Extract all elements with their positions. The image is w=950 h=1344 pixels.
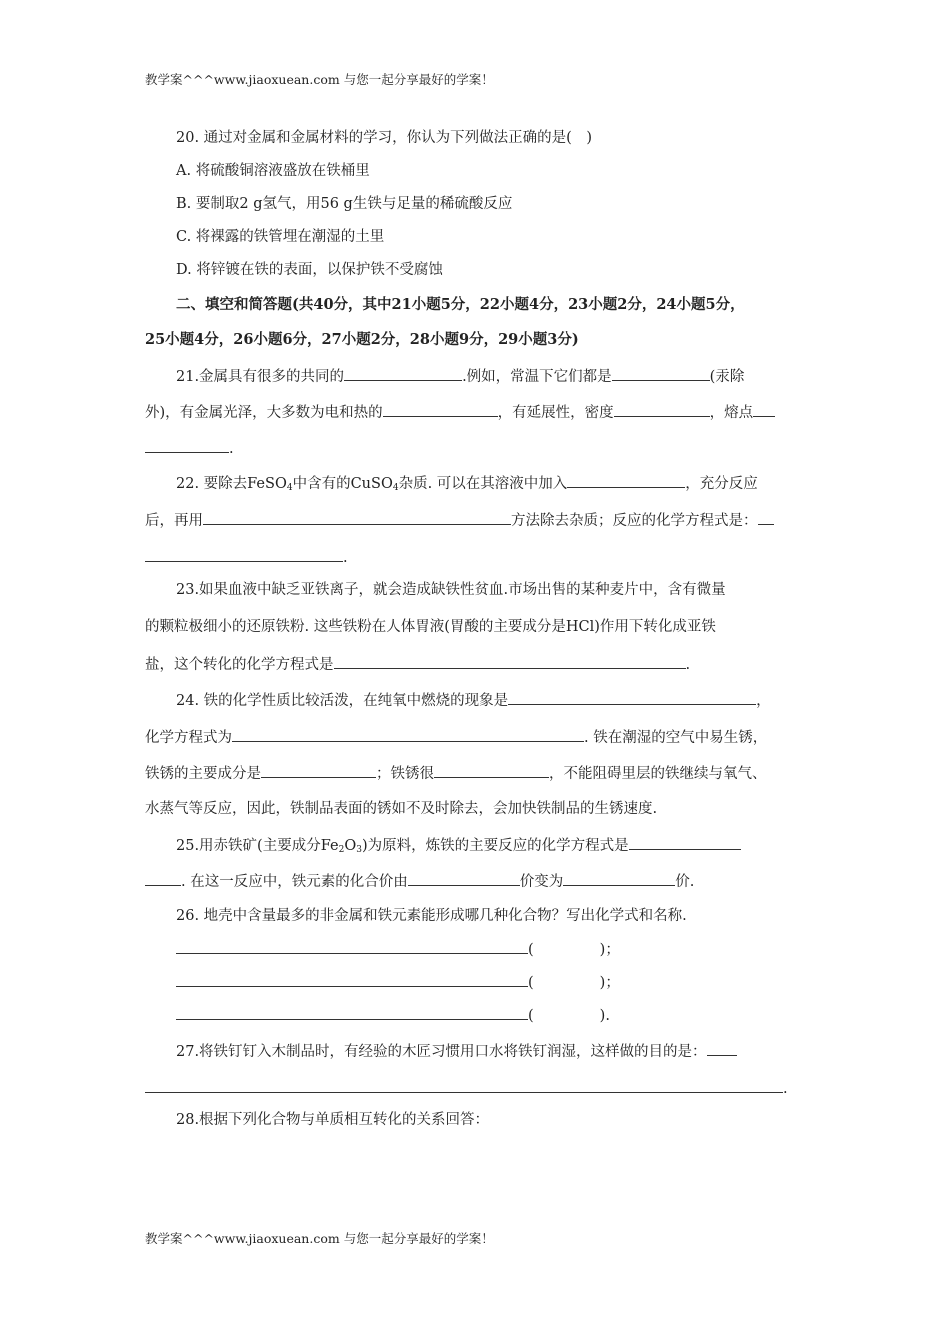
- question-24-line2: 化学方程式为 . 铁在潮湿的空气中易生锈，: [145, 727, 767, 748]
- answer-blank[interactable]: [508, 690, 756, 705]
- answer-blank[interactable]: [176, 939, 528, 954]
- question-25-line2: . 在这一反应中，铁元素的化合价由 价变为 价.: [145, 871, 694, 892]
- question-23-line1: 23.如果血液中缺乏亚铁离子，就会造成缺铁性贫血.市场出售的某种麦片中，含有微量: [176, 582, 726, 598]
- answer-blank[interactable]: [614, 402, 710, 417]
- question-28-stem: 28.根据下列化合物与单质相互转化的关系回答：: [176, 1112, 490, 1128]
- answer-blank[interactable]: [145, 438, 229, 453]
- answer-blank[interactable]: [145, 871, 181, 886]
- answer-blank[interactable]: [707, 1041, 737, 1056]
- question-26-answer-row: ( )；: [176, 972, 620, 993]
- answer-blank[interactable]: [567, 473, 685, 488]
- answer-blank[interactable]: [563, 871, 675, 886]
- question-24-line1: 24. 铁的化学性质比较活泼，在纯氧中燃烧的现象是 ，: [176, 690, 771, 711]
- question-20-option-d: D. 将锌镀在铁的表面，以保护铁不受腐蚀: [176, 262, 443, 278]
- question-20-stem: 20. 通过对金属和金属材料的学习，你认为下列做法正确的是( ): [176, 130, 592, 146]
- answer-blank[interactable]: [434, 763, 549, 778]
- section-2-heading-line2: 25小题4分，26小题6分，27小题2分，28小题9分，29小题3分): [145, 331, 579, 348]
- question-21-line3: .: [145, 438, 234, 459]
- question-26-answer-row: ( )；: [176, 939, 620, 960]
- question-26-stem: 26. 地壳中含量最多的非金属和铁元素能形成哪几种化合物？写出化学式和名称.: [176, 908, 687, 924]
- answer-blank[interactable]: [758, 510, 774, 525]
- question-21-line1: 21.金属具有很多的共同的 .例如，常温下它们都是 (汞除: [176, 366, 744, 387]
- question-24-line3: 铁锈的主要成分是 ；铁锈很 ，不能阻碍里层的铁继续与氧气、: [145, 763, 767, 784]
- answer-blank[interactable]: [176, 1005, 528, 1020]
- answer-blank[interactable]: [232, 727, 584, 742]
- question-20-option-c: C. 将裸露的铁管埋在潮湿的土里: [176, 229, 385, 245]
- question-24-line4: 水蒸气等反应，因此，铁制品表面的锈如不及时除去，会加快铁制品的生锈速度.: [145, 801, 658, 817]
- answer-blank[interactable]: [408, 871, 520, 886]
- answer-blank[interactable]: [145, 547, 343, 562]
- question-23-line2: 的颗粒极细小的还原铁粉. 这些铁粉在人体胃液(胃酸的主要成分是HCl)作用下转化成亚铁: [145, 619, 716, 635]
- question-23-line3: 盐，这个转化的化学方程式是 .: [145, 654, 690, 675]
- question-26-answer-row: ( ).: [176, 1005, 610, 1026]
- answer-blank[interactable]: [612, 366, 710, 381]
- question-22-line3: .: [145, 547, 348, 568]
- question-25-line1: 25.用赤铁矿(主要成分$Fe_2O_3$)为原料，炼铁的主要反应的化学方程式是: [176, 835, 741, 860]
- answer-blank[interactable]: [753, 402, 775, 417]
- answer-blank[interactable]: [261, 763, 376, 778]
- answer-blank[interactable]: [383, 402, 498, 417]
- answer-blank[interactable]: [334, 654, 686, 669]
- answer-blank[interactable]: [344, 366, 462, 381]
- question-21-line2: 外)，有金属光泽，大多数为电和热的 ，有延展性，密度 ，熔点: [145, 402, 775, 423]
- question-27-line1: 27.将铁钉钉入木制品时，有经验的木匠习惯用口水将铁钉润湿，这样做的目的是：: [176, 1041, 737, 1062]
- answer-blank[interactable]: [629, 835, 741, 850]
- question-22-line1: 22. 要除去FeSO$_4$中含有的CuSO$_4$杂质. 可以在其溶液中加入 ，充分反应: [176, 473, 758, 498]
- answer-blank[interactable]: [176, 972, 528, 987]
- question-20-option-b: B. 要制取2 g氢气，用56 g生铁与足量的稀硫酸反应: [176, 196, 513, 212]
- page-header: 教学案^^^www.jiaoxuean.com 与您一起分享最好的学案！: [145, 72, 494, 87]
- section-2-heading-line1: 二、填空和简答题(共40分，其中21小题5分，22小题4分，23小题2分，24小题5分，: [176, 296, 745, 313]
- page-footer: 教学案^^^www.jiaoxuean.com 与您一起分享最好的学案！: [145, 1231, 494, 1246]
- question-22-line2: 后，再用 方法除去杂质；反应的化学方程式是：: [145, 510, 774, 531]
- answer-blank[interactable]: [145, 1078, 783, 1093]
- question-20-option-a: A. 将硫酸铜溶液盛放在铁桶里: [176, 163, 370, 179]
- question-27-line2: .: [145, 1078, 788, 1099]
- answer-blank[interactable]: [203, 510, 511, 525]
